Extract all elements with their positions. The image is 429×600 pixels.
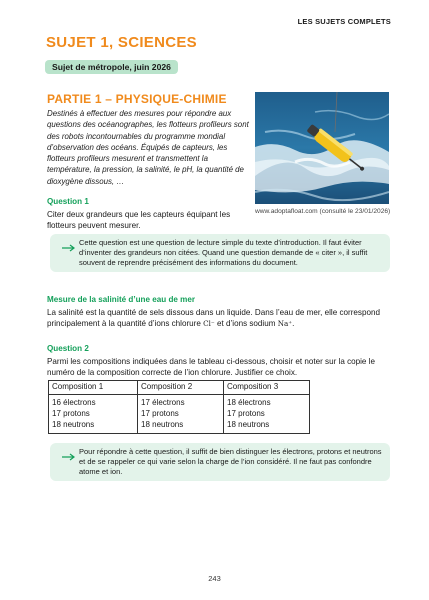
table-header: Composition 2: [138, 381, 224, 395]
tip-arrow-icon: [62, 447, 76, 477]
sujet-title: SUJET 1, SCIENCES: [46, 34, 197, 51]
chloride-ion: Cl⁻: [203, 319, 215, 329]
table-cell: 17 électrons 17 protons 18 neutrons: [138, 395, 224, 434]
tip-text: Pour répondre à cette question, il suffit de bien distinguer les électrons, protons et neutrons et de se rappeler ce qui varie selon la charge de l’ion considéré. Il ne faut pas confondre atome et ion.: [79, 447, 382, 476]
sodium-ion: Na⁺: [277, 319, 293, 329]
tip-text: Cette question est une question de lecture simple du texte d’introduction. Il faut éviter d’inventer des grandeurs non citées. Quand une question demande de « citer », il suffit souvent de reprendre précisément des informations du document.: [79, 238, 368, 267]
partie-title: PARTIE 1 – PHYSIQUE-CHIMIE: [47, 92, 227, 106]
question1-heading: Question 1: [47, 197, 89, 206]
question2-text: Parmi les compositions indiquées dans le tableau ci-dessous, choisir et noter sur la copie le numéro de la composition correcte de l’ion chlorure. Justifier ce choix.: [47, 357, 375, 378]
page-number: 243: [208, 574, 221, 583]
sujet-subtitle: Sujet de métropole, juin 2026: [45, 60, 178, 74]
table-header: Composition 1: [49, 381, 138, 395]
salinity-text: La salinité est la quantité de sels dissous dans un liquide. Dans l’eau de mer, elle correspond principalement à la quantité d’ions chlorure Cl⁻ et d’ions sodium Na⁺.: [47, 308, 380, 329]
salinity-heading: Mesure de la salinité d’une eau de mer: [47, 295, 195, 304]
table-cell: 16 électrons 17 protons 18 neutrons: [49, 395, 138, 434]
intro-text: Destinés à effectuer des mesures pour répondre aux questions des océanographes, les flotteurs profileurs sont des robots incontournables du programme mondial d’observation des océans. Équipés de capteurs, les flotteurs profileurs mesurent et transmettent la température, la pression, la salinité, le pH, la quantité de dioxygène dissous, …: [47, 109, 249, 186]
question2-tip: [50, 443, 390, 481]
running-head: LES SUJETS COMPLETS: [297, 17, 391, 26]
float-photo: [255, 92, 389, 204]
table-header: Composition 3: [224, 381, 310, 395]
tip-arrow-icon: [62, 238, 76, 268]
table-cell: 18 électrons 17 protons 18 neutrons: [224, 395, 310, 434]
image-credit: www.adoptafloat.com (consulté le 23/01/2026): [255, 208, 391, 215]
question2-heading: Question 2: [47, 344, 89, 353]
question1-text: Citer deux grandeurs que les capteurs équipant les flotteurs peuvent mesurer.: [47, 210, 231, 231]
question1-tip: [50, 234, 390, 272]
composition-table: [48, 380, 310, 434]
